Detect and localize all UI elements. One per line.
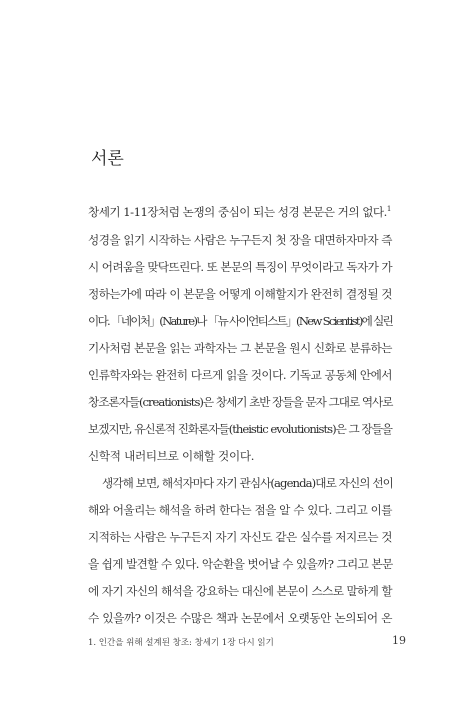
body-line-13: 지적하는 사람은 누구든지 자기 자신도 같은 실수를 저지르는 것 xyxy=(88,530,392,544)
body-line-9: 보겠지만, 유신론적 진화론자들(theistic evolutionists)은 그 장들을 xyxy=(88,422,392,436)
body-line-15: 에 자기 자신의 해석을 강요하는 대신에 본문이 스스로 말하게 할 xyxy=(88,584,392,598)
body-line-11: 생각해 보면, 해석자마다 자기 관심사(agenda)대로 자신의 선이 xyxy=(102,476,393,490)
body-line-14: 을 쉽게 발견할 수 있다. 악순환을 벗어날 수 있을까? 그리고 본문 xyxy=(88,557,393,571)
body-line-7: 인류학자와는 완전히 다르게 읽을 것이다. 기독교 공동체 안에서 xyxy=(88,368,392,382)
body-line-1: 창세기 1-11장처럼 논쟁의 중심이 되는 성경 본문은 거의 없다.$^1$ xyxy=(88,205,391,219)
page-number: 19 xyxy=(392,634,406,647)
footnote-marker[interactable]: 1 xyxy=(386,205,391,214)
body-line-12: 해와 어울리는 해석을 하려 한다는 점을 알 수 있다. 그리고 이를 xyxy=(88,503,392,517)
body-line-5: 이다. 「네이처」(Nature)나 「뉴 사이언티스트」(New Scientist)에 실린 xyxy=(88,314,393,328)
body-line-6: 기사처럼 본문을 읽는 과학자는 그 본문을 원시 신화로 분류하는 xyxy=(88,341,392,355)
body-line-2: 성경을 읽기 시작하는 사람은 누구든지 첫 장을 대면하자마자 즉 xyxy=(88,233,392,247)
section-heading: 서론 xyxy=(91,149,124,169)
body-line-4: 정하는가에 따라 이 본문을 어떻게 이해할지가 완전히 결정될 것 xyxy=(88,287,392,301)
running-title: 1. 인간을 위해 설계된 창조: 창세기 1장 다시 읽기 xyxy=(88,638,274,648)
body-line-3: 시 어려움을 맞닥뜨린다. 또 본문의 특징이 무엇이라고 독자가 가 xyxy=(88,260,392,274)
body-line-16: 수 있을까? 이것은 수많은 책과 논문에서 오랫동안 논의되어 온 xyxy=(88,611,392,625)
body-line-10: 신학적 내러티브로 이해할 것이다. xyxy=(88,449,255,463)
body-line-8: 창조론자들(creationists)은 창세기 초반 장들을 문자 그대로 역사로 xyxy=(88,395,393,409)
